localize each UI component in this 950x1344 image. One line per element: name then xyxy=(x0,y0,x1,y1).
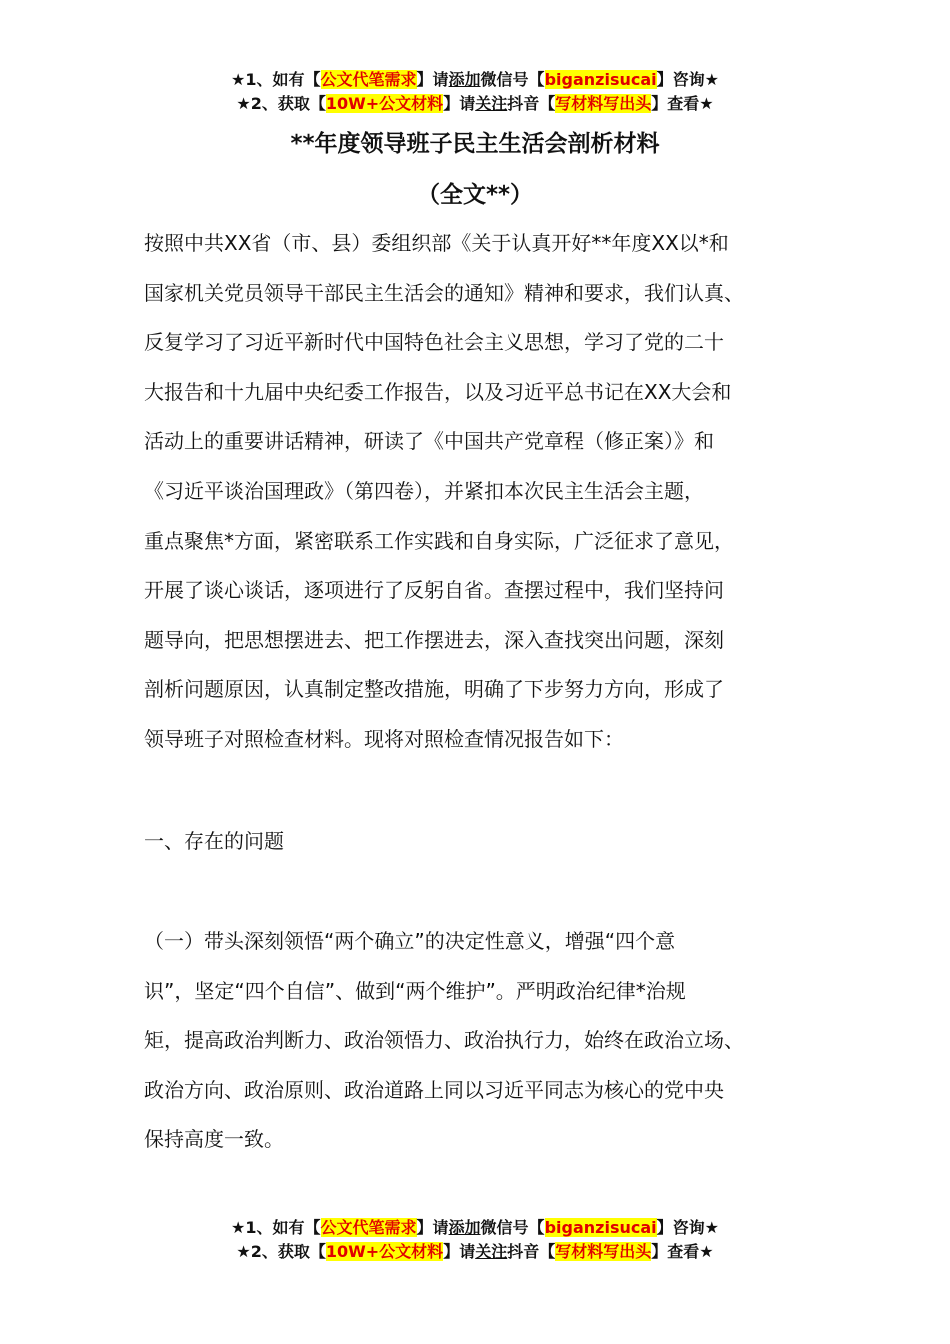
promo-line-1 xyxy=(0,1216,950,1240)
text-line: 《习近平谈治国理政》（第四卷），并紧扣本次民主生活会主题， xyxy=(144,478,704,503)
promo-highlight: biganzisucai xyxy=(544,70,657,89)
text-line: 矩，提高政治判断力、政治领悟力、政治执行力，始终在政治立场、 xyxy=(144,1028,744,1053)
promo-highlight: biganzisucai xyxy=(544,1218,657,1237)
promo-text: 】查看★ xyxy=(651,94,714,113)
promo-underline: 关注 xyxy=(475,94,508,113)
promo-text: ★2、获取【 xyxy=(236,1242,326,1261)
promo-text: 微信号【 xyxy=(480,1218,545,1237)
text-line: 国家机关党员领导干部民主生活会的通知》精神和要求，我们认真、 xyxy=(144,280,744,305)
promo-highlight: 公文代笔需求 xyxy=(320,1218,417,1237)
promo-text: 抖音【 xyxy=(507,94,556,113)
text-line: 剖析问题原因，认真制定整改措施，明确了下步努力方向，形成了 xyxy=(144,677,724,702)
text-line: 识”，坚定“四个自信”、做到“两个维护”。严明政治纪律*治规 xyxy=(144,978,686,1003)
promo-text: 抖音【 xyxy=(507,1242,556,1261)
promo-line-2 xyxy=(0,1240,950,1264)
text-line: 活动上的重要讲话精神，研读了《中国共产党章程（修正案）》和 xyxy=(144,429,714,454)
section-heading: 一、存在的问题 xyxy=(144,829,284,853)
promo-text: 】咨询★ xyxy=(656,1218,719,1237)
promo-line-2 xyxy=(0,92,950,116)
text-line: 题导向，把思想摆进去、把工作摆进去，深入查找突出问题，深刻 xyxy=(144,627,724,652)
header-promo-banner xyxy=(0,68,950,116)
promo-text: 】请 xyxy=(416,1218,449,1237)
promo-underline: 添加 xyxy=(448,70,481,89)
text-line: 开展了谈心谈话，逐项进行了反躬自省。查摆过程中，我们坚持问 xyxy=(144,578,724,603)
text-line: （一）带头深刻领悟“两个确立”的决定性意义，增强“四个意 xyxy=(144,929,676,953)
text-line: 重点聚焦*方面，紧密联系工作实践和自身实际，广泛征求了意见， xyxy=(144,528,734,553)
promo-highlight: 10W+公文材料 xyxy=(325,94,444,113)
document-title: **年度领导班子民主生活会剖析材料 xyxy=(290,131,660,157)
promo-highlight: 公文代笔需求 xyxy=(320,70,417,89)
promo-text: ★1、如有【 xyxy=(231,70,321,89)
text-line: 政治方向、政治原则、政治道路上同以习近平同志为核心的党中央 xyxy=(144,1077,724,1102)
promo-underline: 关注 xyxy=(475,1242,508,1261)
promo-text: ★1、如有【 xyxy=(231,1218,321,1237)
promo-underline: 添加 xyxy=(448,1218,481,1237)
promo-text: 】请 xyxy=(443,94,476,113)
footer-promo-banner xyxy=(0,1216,950,1264)
promo-highlight: 写材料写出头 xyxy=(555,1242,652,1261)
intro-paragraph xyxy=(144,219,834,765)
text-line: 领导班子对照检查材料。现将对照检查情况报告如下： xyxy=(144,726,624,751)
text-line: 保持高度一致。 xyxy=(144,1127,284,1152)
text-line: 反复学习了习近平新时代中国特色社会主义思想，学习了党的二十 xyxy=(144,330,724,355)
text-line: 按照中共XX省（市、县）委组织部《关于认真开好**年度XX以*和 xyxy=(144,231,729,255)
text-line: 大报告和十九届中央纪委工作报告，以及习近平总书记在XX大会和 xyxy=(144,379,732,404)
promo-text: 】请 xyxy=(443,1242,476,1261)
document-subtitle: （全文**） xyxy=(416,182,534,208)
promo-highlight: 写材料写出头 xyxy=(555,94,652,113)
promo-highlight: 10W+公文材料 xyxy=(325,1242,444,1261)
promo-text: 微信号【 xyxy=(480,70,545,89)
promo-text: 】请 xyxy=(416,70,449,89)
promo-text: 】查看★ xyxy=(651,1242,714,1261)
promo-text: ★2、获取【 xyxy=(236,94,326,113)
promo-text: 】咨询★ xyxy=(656,70,719,89)
promo-line-1 xyxy=(0,68,950,92)
section-paragraph xyxy=(144,917,834,1165)
